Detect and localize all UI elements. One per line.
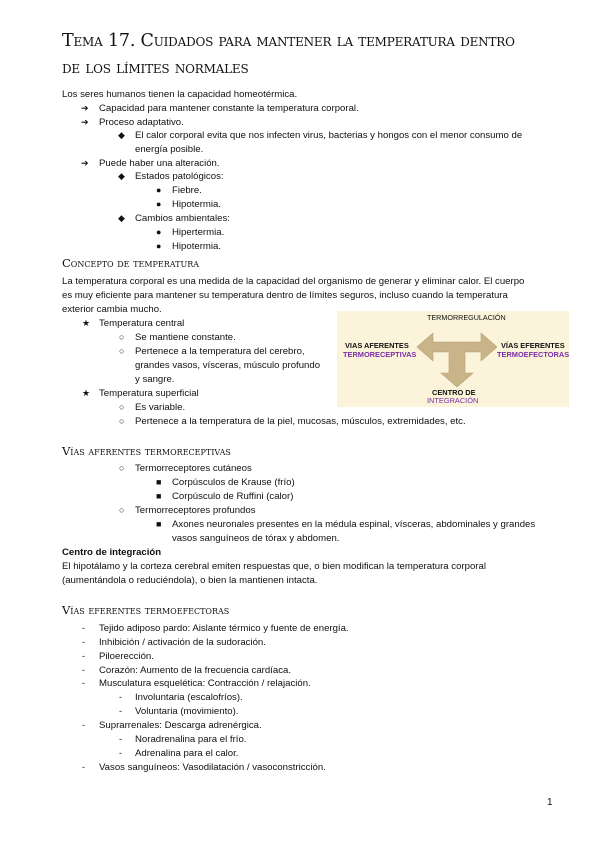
section-heading-concepto: Concepto de temperatura [62, 256, 199, 270]
list-item: Temperatura superficial [99, 388, 199, 399]
diagram-title: TERMORREGULACIÓN [427, 313, 506, 322]
list-item: Suprarrenales: Descarga adrenérgica. [99, 720, 262, 731]
dot-bullet-icon: ● [156, 185, 162, 195]
list-item: Voluntaria (movimiento). [135, 706, 239, 717]
arrow-icon: ➔ [81, 103, 89, 113]
list-item: El calor corporal evita que nos infecten virus, bacterias y hongos con el menor consumo de [135, 130, 523, 141]
list-item: Inhibición / activación de la sudoración. [99, 637, 266, 648]
diagram-left-title: VIAS AFERENTES [345, 341, 409, 350]
paragraph-line: El hipotálamo y la corteza cerebral emiten respuestas que, o bien modifican la temperatura corporal [62, 561, 486, 572]
list-item: Pertenece a la temperatura de la piel, mucosas, músculos, extremidades, etc. [135, 416, 466, 427]
list-item: Proceso adaptativo. [99, 117, 184, 128]
dash-bullet-icon: - [119, 692, 122, 702]
diagram-right-subtitle: TERMOEFECTORAS [497, 350, 570, 359]
dash-bullet-icon: - [119, 706, 122, 716]
list-item: Cambios ambientales: [135, 213, 230, 224]
circle-bullet-icon: ○ [119, 463, 125, 473]
circle-bullet-icon: ○ [119, 332, 125, 342]
list-item: Puede haber una alteración. [99, 158, 220, 169]
circle-bullet-icon: ○ [119, 505, 125, 515]
dash-bullet-icon: - [82, 637, 85, 647]
dot-bullet-icon: ● [156, 241, 162, 251]
section-heading-aferentes: Vías aferentes termoreceptivas [62, 444, 231, 458]
dash-bullet-icon: - [82, 623, 85, 633]
list-item: Temperatura central [99, 318, 185, 329]
square-bullet-icon: ■ [156, 477, 162, 487]
section-heading-eferentes: Vías eferentes termoefectoras [62, 603, 230, 617]
paragraph-line: exterior cambia mucho. [62, 304, 162, 315]
square-bullet-icon: ■ [156, 519, 162, 529]
list-item: y sangre. [135, 374, 175, 385]
centro-heading: Centro de integración [62, 547, 162, 558]
page-number: 1 [547, 797, 553, 808]
list-item: Vasos sanguíneos: Vasodilatación / vasoconstricción. [99, 762, 326, 773]
page-title: Tema 17. Cuidados para mantener la temperatura dentro de los límites normales [62, 31, 515, 78]
paragraph-line: es muy eficiente para mantener su temperatura dentro de límites seguros, incluso cuando la temperatura [62, 290, 508, 301]
list-item: Corpúsculo de Ruffini (calor) [172, 491, 294, 502]
list-item: Termorreceptores cutáneos [135, 463, 252, 474]
diagram-right-title: VÍAS EFERENTES [501, 341, 565, 350]
list-item: grandes vasos, vísceras, músculo profundo [135, 360, 321, 371]
list-item: Musculatura esquelética: Contracción / relajación. [99, 678, 311, 689]
paragraph-line: La temperatura corporal es una medida de la capacidad del organismo de generar y eliminar calor. El cuerpo [62, 276, 525, 287]
list-item: Piloerección. [99, 651, 154, 662]
dot-bullet-icon: ● [156, 227, 162, 237]
diagram-left-subtitle: TERMORECEPTIVAS [343, 350, 417, 359]
paragraph-line: (aumentándola o reduciéndola), o bien la mantienen intacta. [62, 575, 318, 586]
star-bullet-icon: ★ [82, 388, 91, 398]
list-item: Hipertermia. [172, 227, 225, 238]
circle-bullet-icon: ○ [119, 402, 125, 412]
arrow-icon: ➔ [81, 158, 89, 168]
diagram-bottom-title: CENTRO DE [432, 388, 476, 397]
thermoregulation-diagram [337, 311, 569, 407]
list-item: Se mantiene constante. [135, 332, 236, 343]
diamond-bullet-icon: ◆ [118, 213, 125, 223]
diamond-bullet-icon: ◆ [118, 171, 125, 181]
list-item: Axones neuronales presentes en la médula espinal, vísceras, abdominales y grandes [172, 519, 536, 530]
list-item: Termorreceptores profundos [135, 505, 256, 516]
dash-bullet-icon: - [82, 720, 85, 730]
dash-bullet-icon: - [82, 665, 85, 675]
list-item: Capacidad para mantener constante la temperatura corporal. [99, 103, 359, 114]
list-item: Corazón: Aumento de la frecuencia cardíaca. [99, 665, 291, 676]
list-item: Pertenece a la temperatura del cerebro, [135, 346, 305, 357]
list-item: energía posible. [135, 144, 204, 155]
star-bullet-icon: ★ [82, 318, 91, 328]
dash-bullet-icon: - [82, 651, 85, 661]
list-item: Es variable. [135, 402, 186, 413]
dash-bullet-icon: - [82, 762, 85, 772]
circle-bullet-icon: ○ [119, 346, 125, 356]
diamond-bullet-icon: ◆ [118, 130, 125, 140]
list-item: Hipotermia. [172, 199, 222, 210]
dot-bullet-icon: ● [156, 199, 162, 209]
dash-bullet-icon: - [119, 734, 122, 744]
intro-lead: Los seres humanos tienen la capacidad homeotérmica. [62, 89, 298, 100]
circle-bullet-icon: ○ [119, 416, 125, 426]
arrow-icon: ➔ [81, 117, 89, 127]
dash-bullet-icon: - [119, 748, 122, 758]
list-item: Hipotermia. [172, 241, 222, 252]
square-bullet-icon: ■ [156, 491, 162, 501]
list-item: Corpúsculos de Krause (frío) [172, 477, 295, 488]
list-item: vasos sanguíneos de tórax y abdomen. [172, 533, 340, 544]
list-item: Noradrenalina para el frío. [135, 734, 247, 745]
list-item: Involuntaria (escalofríos). [135, 692, 243, 703]
list-item: Fiebre. [172, 185, 202, 196]
list-item: Adrenalina para el calor. [135, 748, 239, 759]
diagram-bottom-subtitle: INTEGRACIÓN [427, 396, 479, 405]
list-item: Tejido adiposo pardo: Aislante térmico y fuente de energía. [99, 623, 349, 634]
dash-bullet-icon: - [82, 678, 85, 688]
list-item: Estados patológicos: [135, 171, 224, 182]
